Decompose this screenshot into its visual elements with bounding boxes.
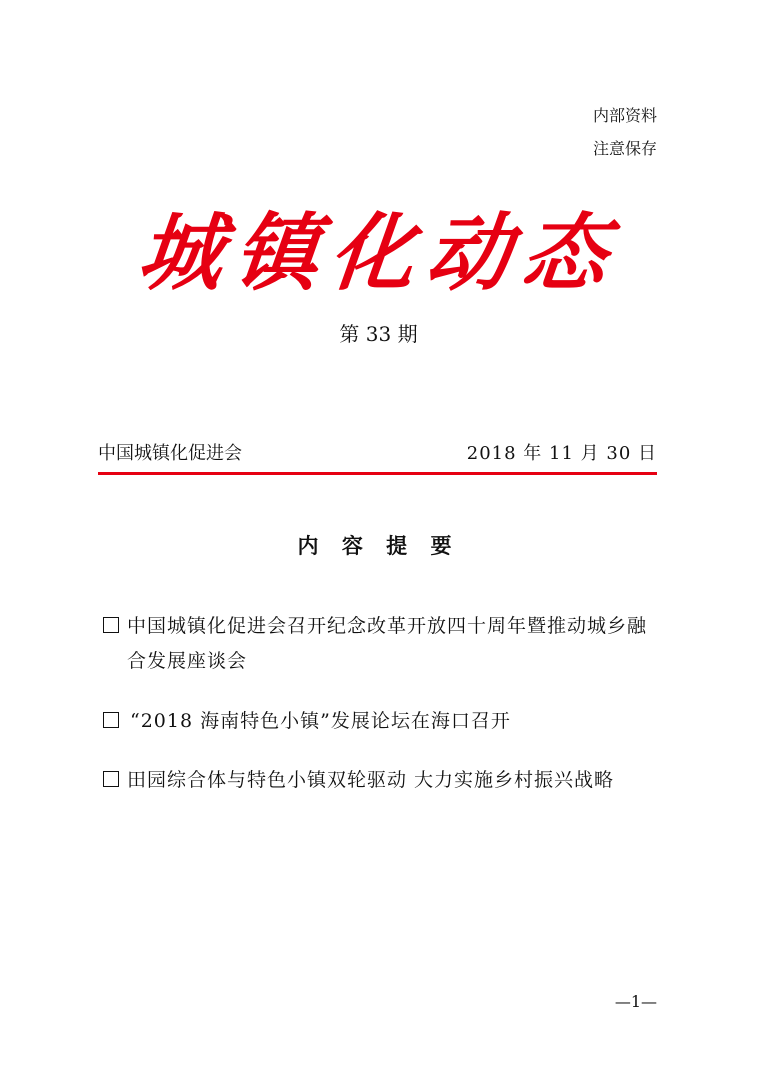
summary-item-text: 田园综合体与特色小镇双轮驱动 大力实施乡村振兴战略 bbox=[127, 769, 615, 791]
summary-item bbox=[103, 609, 663, 679]
internal-material-note: 内部资料 bbox=[592, 106, 657, 125]
summary-heading: 内 容 提 要 bbox=[297, 534, 460, 558]
issue-number: 第 33 期 bbox=[339, 322, 418, 346]
masthead-title: 城镇化动态 bbox=[133, 203, 624, 302]
keep-safe-note: 注意保存 bbox=[592, 139, 657, 158]
summary-item-text: 中国城镇化促进会召开纪念改革开放四十周年暨推动城乡融合发展座谈会 bbox=[127, 615, 648, 672]
summary-item bbox=[103, 763, 663, 798]
summary-item-text: “2018 海南特色小镇”发展论坛在海口召开 bbox=[130, 710, 511, 732]
summary-item bbox=[103, 704, 663, 739]
page-number: —1— bbox=[614, 992, 657, 1011]
checkbox-icon bbox=[103, 617, 119, 633]
publisher-line bbox=[98, 442, 657, 468]
red-divider bbox=[98, 472, 657, 475]
publisher-organization: 中国城镇化促进会 bbox=[98, 443, 242, 464]
publication-date: 2018 年 11 月 30 日 bbox=[466, 443, 657, 464]
checkbox-icon bbox=[103, 771, 119, 787]
checkbox-icon bbox=[103, 712, 119, 728]
